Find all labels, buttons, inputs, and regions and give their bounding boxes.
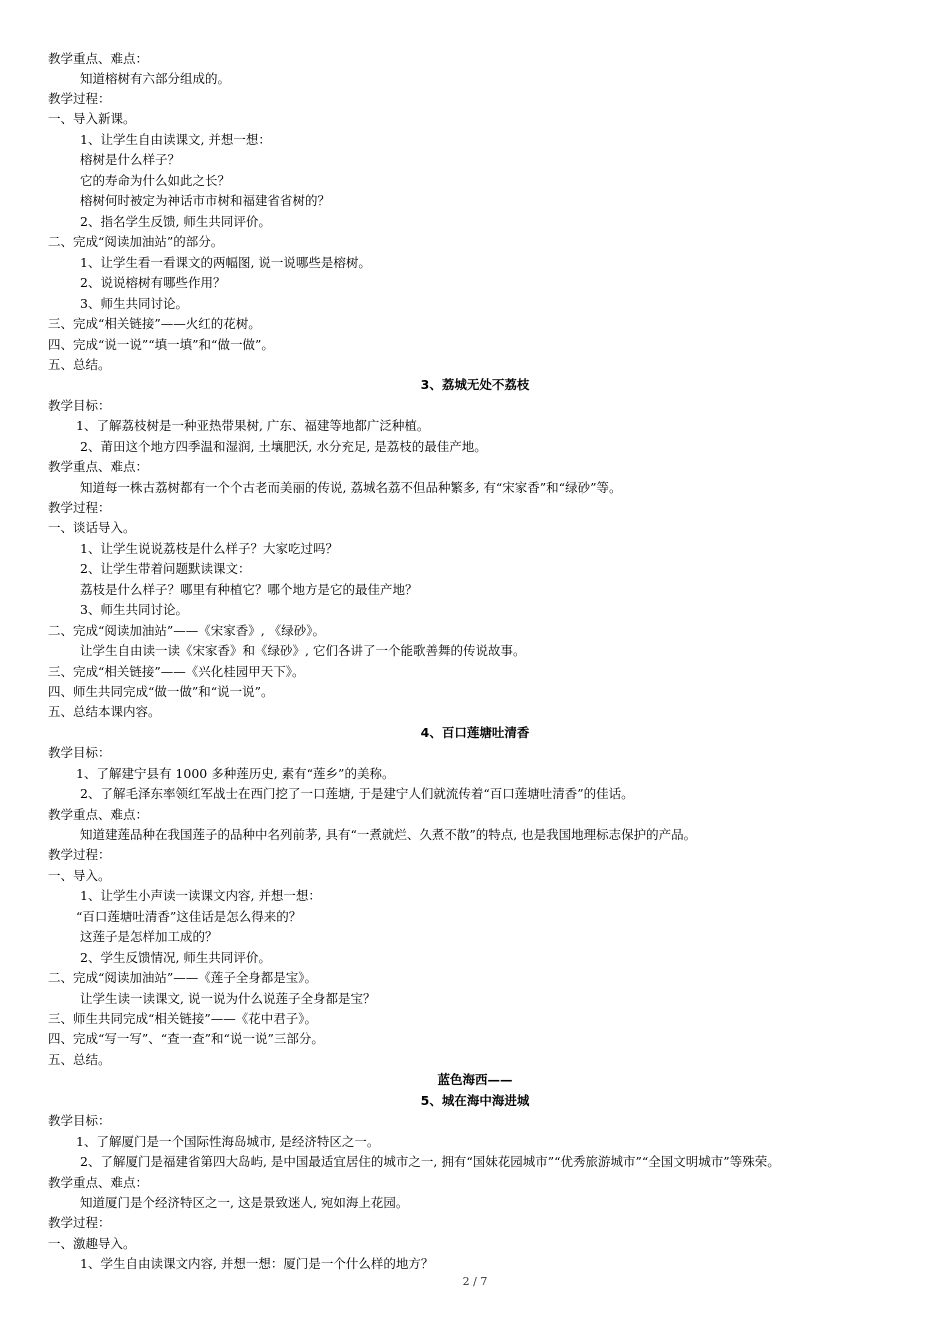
step-heading: 一、导入新课。 bbox=[48, 111, 136, 126]
step-heading: 一、激趣导入。 bbox=[48, 1236, 136, 1251]
step-heading: 四、师生共同完成“做一做”和“说一说”。 bbox=[48, 684, 274, 699]
section-label: 教学重点、难点： bbox=[48, 1175, 149, 1190]
step-heading: 三、完成“相关链接”——火红的花树。 bbox=[48, 316, 261, 331]
question-line: “百口莲塘吐清香”这佳话是怎么得来的？ bbox=[76, 909, 302, 924]
text-line: 3、师生共同讨论。 bbox=[80, 296, 188, 311]
step-heading: 二、完成“阅读加油站”的部分。 bbox=[48, 234, 224, 249]
question-line: 荔枝是什么样子？哪里有种植它？哪个地方是它的最佳产地？ bbox=[80, 582, 418, 597]
question-line: 它的寿命为什么如此之长？ bbox=[80, 173, 231, 188]
lesson-title: 5、城在海中海进城 bbox=[420, 1093, 530, 1108]
text-line: 3、师生共同讨论。 bbox=[80, 602, 188, 617]
text-line: 2、让学生带着问题默读课文： bbox=[80, 561, 251, 576]
section-label: 教学过程： bbox=[48, 847, 111, 862]
text-line: 2、学生反馈情况, 师生共同评价。 bbox=[80, 950, 271, 965]
text-line: 1、让学生自由读课文, 并想一想： bbox=[80, 132, 271, 147]
text-line: 让学生读一读课文, 说一说为什么说莲子全身都是宝？ bbox=[80, 991, 376, 1006]
text-line: 1、让学生说说荔枝是什么样子？大家吃过吗？ bbox=[80, 541, 338, 556]
text-line: 1、了解厦门是一个国际性海岛城市, 是经济特区之一。 bbox=[76, 1134, 380, 1149]
text-line: 2、了解毛泽东率领红军战士在西门挖了一口莲塘, 于是建宁人们就流传着“百口莲塘吐清香”的佳话。 bbox=[80, 786, 634, 801]
step-heading: 五、总结本课内容。 bbox=[48, 704, 161, 719]
text-line: 知道每一株古荔树都有一个个古老而美丽的传说, 荔城名荔不但品种繁多, 有“宋家香”和“绿砂”等。 bbox=[80, 480, 622, 495]
text-line: 1、让学生小声读一读课文内容, 并想一想： bbox=[80, 888, 321, 903]
text-line: 知道建莲品种在我国莲子的品种中名列前茅, 具有“一煮就烂、久煮不散”的特点, 也是我国地理标志保护的产品。 bbox=[80, 827, 697, 842]
section-label: 教学目标： bbox=[48, 398, 111, 413]
step-heading: 四、完成“写一写”、“查一查”和“说一说”三部分。 bbox=[48, 1031, 324, 1046]
page-number: 2 / 7 bbox=[462, 1275, 488, 1288]
step-heading: 二、完成“阅读加油站”——《莲子全身都是宝》。 bbox=[48, 970, 318, 985]
text-line: 1、了解建宁县有 1000 多种莲历史, 素有“莲乡”的美称。 bbox=[76, 766, 395, 781]
question-line: 榕树是什么样子？ bbox=[80, 152, 181, 167]
text-line: 2、了解厦门是福建省第四大岛屿, 是中国最适宜居住的城市之一, 拥有“国妹花园城市”“优秀旅游城市”“全国文明城市”等殊荣。 bbox=[80, 1154, 780, 1169]
step-heading: 二、完成“阅读加油站”——《宋家香》, 《绿砂》。 bbox=[48, 623, 325, 638]
question-line: 榕树何时被定为神话市市树和福建省省树的？ bbox=[80, 193, 331, 208]
unit-title: 蓝色海西—— bbox=[437, 1072, 513, 1087]
section-label: 教学过程： bbox=[48, 500, 111, 515]
text-line: 让学生自由读一读《宋家香》和《绿砂》, 它们各讲了一个能歌善舞的传说故事。 bbox=[80, 643, 526, 658]
step-heading: 一、谈话导入。 bbox=[48, 520, 136, 535]
text-line: 1、了解荔枝树是一种亚热带果树, 广东、福建等地都广泛种植。 bbox=[76, 418, 430, 433]
section-label: 教学重点、难点： bbox=[48, 459, 149, 474]
text-line: 知道榕树有六部分组成的。 bbox=[80, 71, 231, 86]
text-line: 2、说说榕树有哪些作用？ bbox=[80, 275, 226, 290]
text-line: 2、指名学生反馈, 师生共同评价。 bbox=[80, 214, 271, 229]
text-line: 知道厦门是个经济特区之一, 这是景致迷人, 宛如海上花园。 bbox=[80, 1195, 409, 1210]
section-label: 教学重点、难点： bbox=[48, 807, 149, 822]
step-heading: 五、总结。 bbox=[48, 357, 111, 372]
section-label: 教学目标： bbox=[48, 1113, 111, 1128]
text-line: 1、让学生看一看课文的两幅图, 说一说哪些是榕树。 bbox=[80, 255, 371, 270]
section-label: 教学重点、难点： bbox=[48, 51, 149, 66]
step-heading: 一、导入。 bbox=[48, 868, 111, 883]
text-line: 2、莆田这个地方四季温和湿润, 土壤肥沃, 水分充足, 是荔枝的最佳产地。 bbox=[80, 439, 487, 454]
section-label: 教学过程： bbox=[48, 1215, 111, 1230]
step-heading: 五、总结。 bbox=[48, 1052, 111, 1067]
section-label: 教学目标： bbox=[48, 745, 111, 760]
section-label: 教学过程： bbox=[48, 91, 111, 106]
lesson-title: 3、荔城无处不荔枝 bbox=[420, 377, 530, 392]
step-heading: 三、师生共同完成“相关链接”——《花中君子》。 bbox=[48, 1011, 318, 1026]
question-line: 这莲子是怎样加工成的？ bbox=[80, 929, 218, 944]
step-heading: 三、完成“相关链接”——《兴化桂园甲天下》。 bbox=[48, 664, 305, 679]
step-heading: 四、完成“说一说”“填一填”和“做一做”。 bbox=[48, 337, 274, 352]
lesson-title: 4、百口莲塘吐清香 bbox=[420, 725, 530, 740]
text-line: 1、学生自由读课文内容, 并想一想：厦门是一个什么样的地方？ bbox=[80, 1256, 434, 1271]
